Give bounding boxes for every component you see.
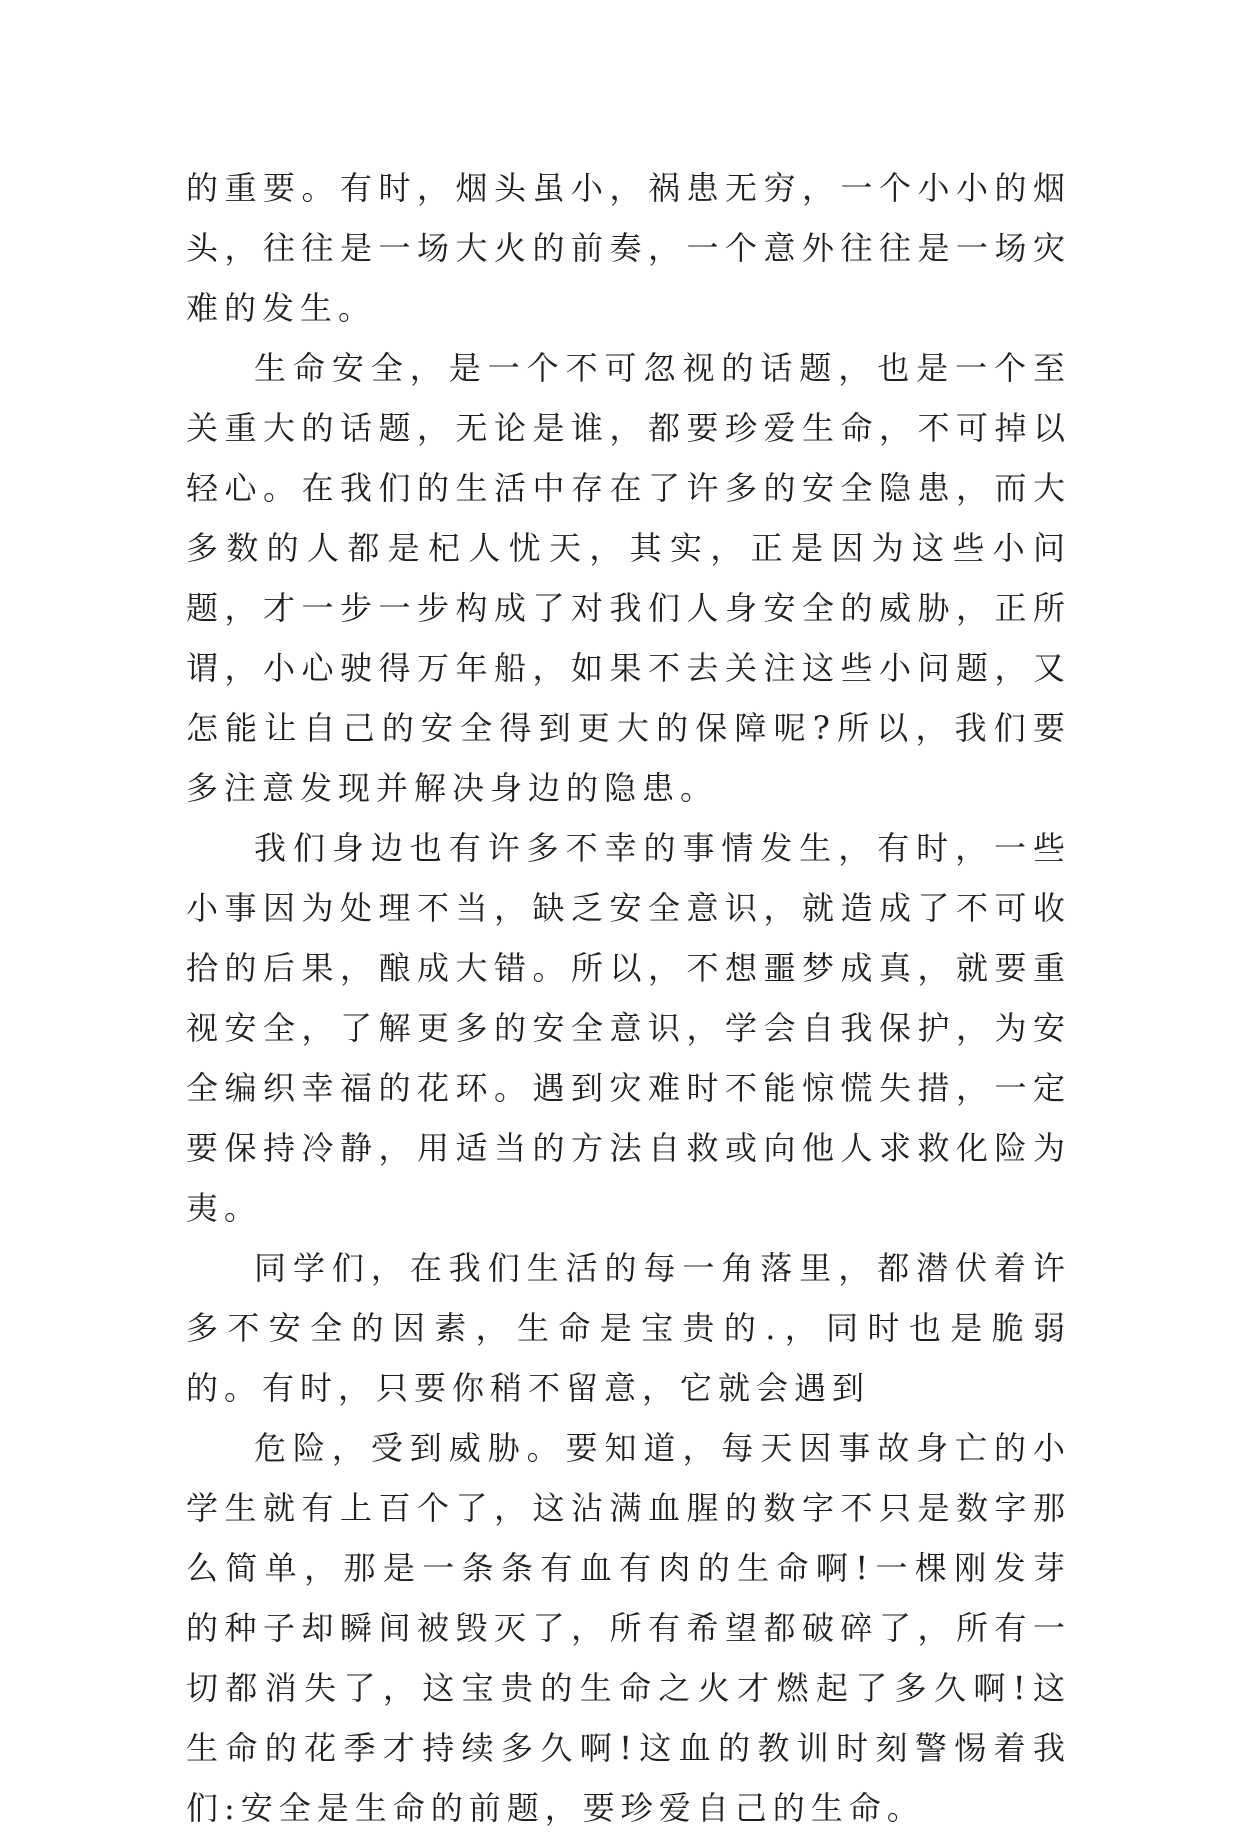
paragraph-4: 同学们，在我们生活的每一角落里，都潜伏着许多不安全的因素，生命是宝贵的.，同时也是脆弱的。有时，只要你稍不留意，它就会遇到 xyxy=(186,1249,1071,1407)
paragraph-5: 危险，受到威胁。要知道，每天因事故身亡的小学生就有上百个了，这沾满血腥的数字不只是数字那么简单，那是一条条有血有肉的生命啊!一棵刚发芽的种子却瞬间被毁灭了，所有希望都破碎了，所有一切都消失了，这宝贵的生命之火才燃起了多久啊!这生命的花季才持续多久啊!这血的教训时刻警惕着我们:安全是生命的前题，要珍爱自己的生命。 xyxy=(186,1429,1071,1827)
paragraph-1: 的重要。有时，烟头虽小，祸患无穷，一个小小的烟头，往往是一场大火的前奏，一个意外往往是一场灾难的发生。 xyxy=(186,169,1071,327)
paragraph-3: 我们身边也有许多不幸的事情发生，有时，一些小事因为处理不当，缺乏安全意识，就造成了不可收拾的后果，酿成大错。所以，不想噩梦成真，就要重视安全，了解更多的安全意识，学会自我保护，为安全编织幸福的花环。遇到灾难时不能惊慌失措，一定要保持冷静，用适当的方法自救或向他人求救化险为夷。 xyxy=(186,829,1071,1227)
paragraph-2: 生命安全，是一个不可忽视的话题，也是一个至关重大的话题，无论是谁，都要珍爱生命，不可掉以轻心。在我们的生活中存在了许多的安全隐患，而大多数的人都是杞人忧天，其实，正是因为这些小问题，才一步一步构成了对我们人身安全的威胁，正所谓，小心驶得万年船，如果不去关注这些小问题，又怎能让自己的安全得到更大的保障呢?所以，我们要多注意发现并解决身边的隐患。 xyxy=(186,349,1071,807)
essay-body xyxy=(186,158,1071,1838)
